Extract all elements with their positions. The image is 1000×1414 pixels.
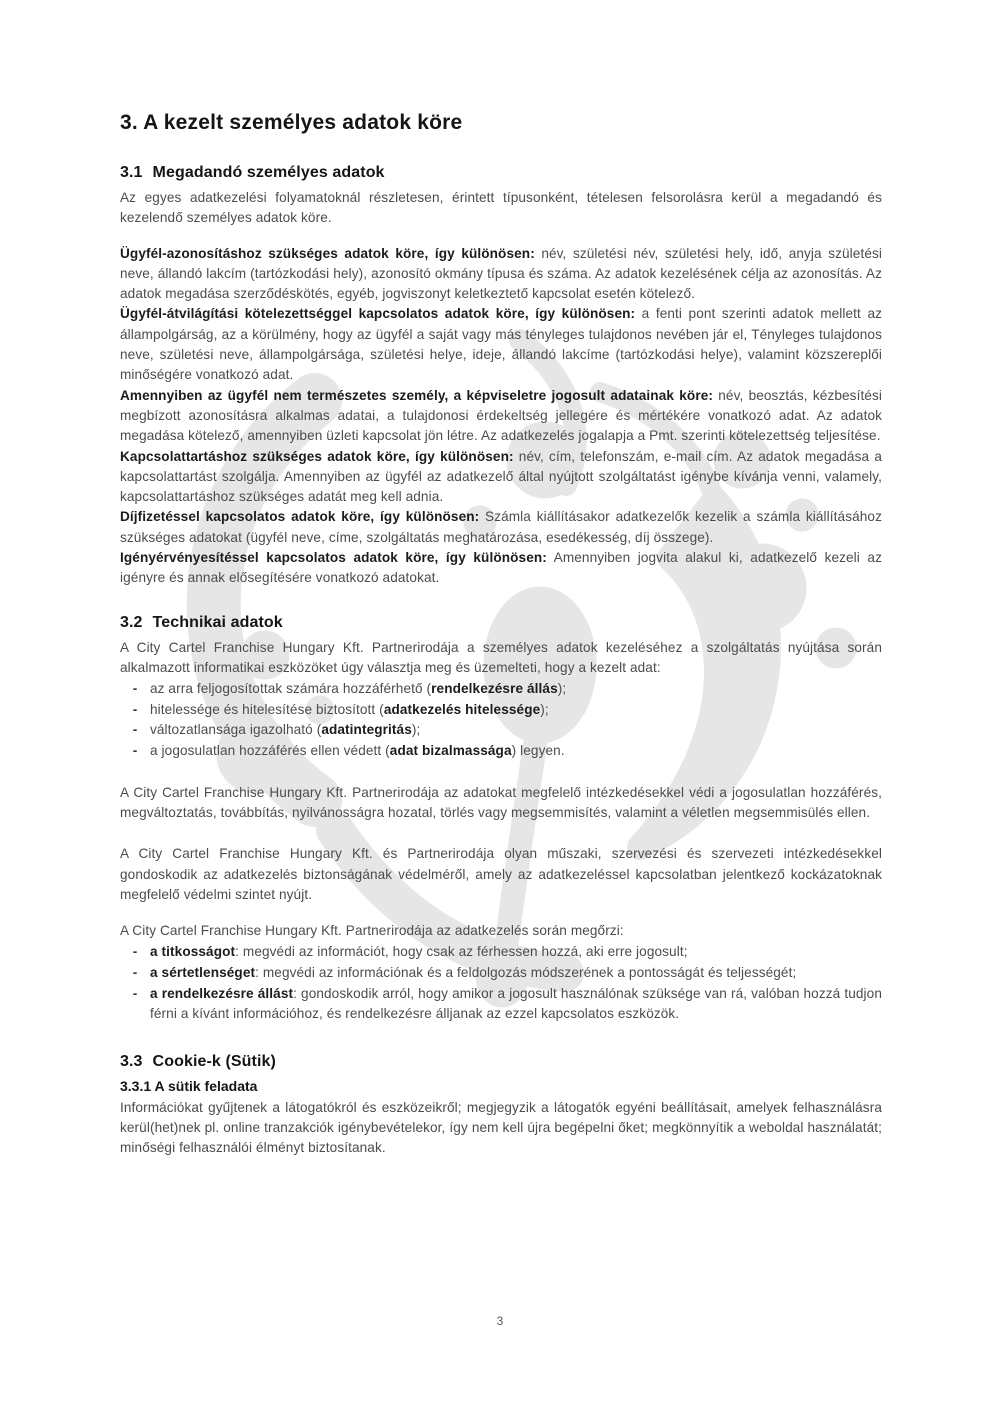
text-run-bold: adatkezelés hitelessége bbox=[383, 701, 541, 717]
text-run: változatlansága igazolható ( bbox=[150, 722, 322, 738]
paragraph-intro: Az egyes adatkezelési folyamatoknál részletesen, érintett típusonként, tételesen felsorolásra kerül a megadandó és kezelendő személyes adatok köre. bbox=[120, 190, 882, 226]
text-run: hitelessége és hitelesítése biztosított ( bbox=[150, 701, 384, 717]
paragraph: A City Cartel Franchise Hungary Kft. Partnerirodája az adatkezelés során megőrzi: bbox=[120, 923, 624, 939]
text-run: : gondoskodik arról, hogy amikor a jogosult használónak szüksége van rá, valóban hozzá tudjon férni a kívánt információhoz, és rendelkezésre álljanak az ezzel kapcsolatos eszközök. bbox=[150, 985, 882, 1022]
text-run: : megvédi az információnak és a feldolgozás módszerének a pontosságát és teljességét; bbox=[255, 964, 797, 980]
section-3-2 bbox=[120, 613, 882, 1025]
paragraph-data-category bbox=[120, 507, 882, 548]
text-run: ); bbox=[540, 701, 549, 717]
text-run: az arra feljogosítottak számára hozzáférhető ( bbox=[150, 681, 432, 697]
list-item bbox=[120, 963, 882, 984]
bullet-dash: - bbox=[132, 743, 138, 759]
paragraph-data-category bbox=[120, 304, 882, 385]
list-item bbox=[120, 679, 882, 700]
paragraph: Információkat gyűjtenek a látogatókról és eszközeikről; megjegyzik a látogatók egyéni beállításait, amelyek felhasználásra kerül(het)nek pl. online tranzakciók igénybevételekor, így nem kell újra begépelni őket; megkönnyítik a weboldal használatát; minőségi felhasználói élményt biztosítanak. bbox=[120, 1099, 882, 1156]
bullet-list-guarantees bbox=[120, 942, 882, 1024]
section-3-3-1-heading: 3.3.1 A sütik feladata bbox=[120, 1077, 258, 1094]
paragraph: A City Cartel Franchise Hungary Kft. és Partnerirodája olyan műszaki, szervezési és szervezeti intézkedésekkel gondoskodik az adatkezelés biztonságának védelméről, amely az adatkezeléssel kapcsolatban jelentkező kockázatoknak megfelelő védelmi szintet nyújt. bbox=[120, 846, 882, 902]
paragraph: A City Cartel Franchise Hungary Kft. Partnerirodája az adatokat megfelelő intézkedésekkel védi a jogosulatlan hozzáférés, megváltoztatás, továbbítás, nyilvánosságra hozatal, törlés vagy megsemmisítés, valamint a véletlen megsemmisülés ellen. bbox=[120, 784, 882, 820]
text-run: név, cím, telefonszám, e-mail cím. Az adatok megadása a kapcsolattartást szolgálja. Amennyiben az ügyfél az adatkezelő által nyújtott szolgáltatást igénybe kívánja venni, valamely, kapcsolattartáshoz szükséges adatát meg kell adnia. bbox=[120, 448, 882, 505]
text-run-bold: a titkosságot bbox=[150, 944, 236, 960]
heading-number: 3.2 bbox=[120, 613, 143, 631]
text-run-bold: a sértetlenséget bbox=[150, 964, 256, 980]
heading-label: Technikai adatok bbox=[152, 613, 283, 631]
paragraph-data-category bbox=[120, 447, 882, 508]
heading-number: 3.3 bbox=[120, 1052, 143, 1070]
bullet-dash: - bbox=[132, 964, 138, 980]
text-run-bold: Ügyfél-azonosításhoz szükséges adatok köre, így különösen: bbox=[120, 245, 535, 261]
section-3-1-heading bbox=[120, 163, 882, 182]
text-run: ); bbox=[557, 681, 567, 697]
text-run: ) legyen. bbox=[511, 743, 565, 759]
text-run: : megvédi az információt, hogy csak az férhessen hozzá, aki erre jogosult; bbox=[235, 944, 688, 960]
bullet-dash: - bbox=[132, 722, 138, 738]
heading-label: Megadandó személyes adatok bbox=[152, 164, 385, 181]
list-item-text bbox=[150, 700, 882, 721]
paragraph-data-category bbox=[120, 386, 882, 447]
bullet-dash: - bbox=[132, 944, 138, 960]
text-run-bold: Ügyfél-átvilágítási kötelezettséggel kapcsolatos adatok köre, így különösen: bbox=[120, 306, 636, 322]
bullet-dash: - bbox=[132, 985, 138, 1001]
text-run-bold: adatintegritás bbox=[321, 722, 412, 738]
page-content bbox=[120, 110, 882, 1159]
list-item-text bbox=[150, 720, 882, 741]
paragraph-data-category bbox=[120, 244, 882, 305]
text-run-bold: a rendelkezésre állást bbox=[150, 985, 294, 1001]
section-3-2-heading bbox=[120, 613, 882, 632]
section-3-1 bbox=[120, 163, 882, 589]
text-run: Számla kiállításakor adatkezelők kezelik a számla kiállításához szükséges adatokat (ügyfél neve, címe, szolgáltatás meghatározása, esedékesség, díj összege). bbox=[120, 509, 882, 545]
list-item-text bbox=[150, 963, 882, 984]
text-run-bold: Kapcsolattartáshoz szükséges adatok köre, így különösen: bbox=[120, 448, 514, 464]
list-item bbox=[120, 984, 882, 1025]
section-3-3-heading bbox=[120, 1052, 882, 1071]
list-item-text bbox=[150, 984, 882, 1025]
text-run-bold: Igényérvényesítéssel kapcsolatos adatok köre, így különösen: bbox=[120, 550, 547, 566]
text-run: a fenti pont szerinti adatok mellett az állampolgárság, az a körülmény, hogy az ügyfél a saját vagy más tényleges tulajdonos nevében jár el, Tényleges tulajdonos neve, születési neve, állampolgársága, születési helye, ideje, állandó lakcíme (tartózkodási helye), valamint közszereplői minőségére vonatkozó adat. bbox=[120, 306, 882, 383]
bullet-dash: - bbox=[132, 701, 138, 717]
text-run: név, beosztás, kézbesítési megbízott azonosításra alkalmas adatai, a tulajdonosi érdekeltség jellegére és mértékére vonatkozó adat. Az adatok megadása kötelező, amennyiben üzleti kapcsolat jön létre. Az adatkezelés jogalapja a Pmt. szerinti kötelezettség teljesítése. bbox=[120, 387, 882, 444]
text-run: Amennyiben jogvita alakul ki, adatkezelő kezeli az igényre és annak elősegítésére vonatkozó adatokat. bbox=[120, 550, 882, 586]
text-run: név, születési név, születési hely, idő, anyja születési neve, állandó lakcím (tartózkodási hely), azonosító okmány típusa és száma. Az adatok kezelésének célja az azonosítás. Az adatok megadása szerződéskötés, egyéb, jogviszonyt keletkeztető kapcsolat esetén kötelező. bbox=[120, 245, 883, 302]
text-run-bold: rendelkezésre állás bbox=[431, 681, 558, 697]
text-run: ); bbox=[411, 722, 421, 738]
bullet-dash: - bbox=[132, 681, 138, 697]
list-item-text bbox=[150, 942, 882, 963]
list-item-text bbox=[150, 679, 882, 700]
list-item-text bbox=[150, 741, 882, 762]
heading-label: Cookie-k (Sütik) bbox=[152, 1052, 276, 1070]
chapter-title: 3. A kezelt személyes adatok köre bbox=[120, 111, 463, 134]
list-item bbox=[120, 700, 882, 721]
paragraph-intro: A City Cartel Franchise Hungary Kft. Partnerirodája a személyes adatok kezeléséhez a szolgáltatás nyújtása során alkalmazott informatikai eszközöket úgy választja meg és üzemelteti, hogy a kezelt adat: bbox=[120, 639, 882, 675]
text-run-bold: Amennyiben az ügyfél nem természetes személy, a képviseletre jogosult adatainak köre: bbox=[120, 387, 714, 403]
list-item bbox=[120, 720, 882, 741]
text-run-bold: adat bizalmassága bbox=[389, 743, 512, 759]
list-item bbox=[120, 741, 882, 762]
text-run-bold: Díjfizetéssel kapcsolatos adatok köre, így különösen: bbox=[120, 509, 480, 525]
paragraph-data-category bbox=[120, 548, 882, 589]
page-number: 3 bbox=[496, 1314, 504, 1328]
list-item bbox=[120, 942, 882, 963]
bullet-list-technical bbox=[120, 679, 882, 761]
heading-number: 3.1 bbox=[120, 164, 143, 181]
section-3-3 bbox=[120, 1052, 882, 1159]
text-run: a jogosulatlan hozzáférés ellen védett ( bbox=[150, 743, 390, 759]
